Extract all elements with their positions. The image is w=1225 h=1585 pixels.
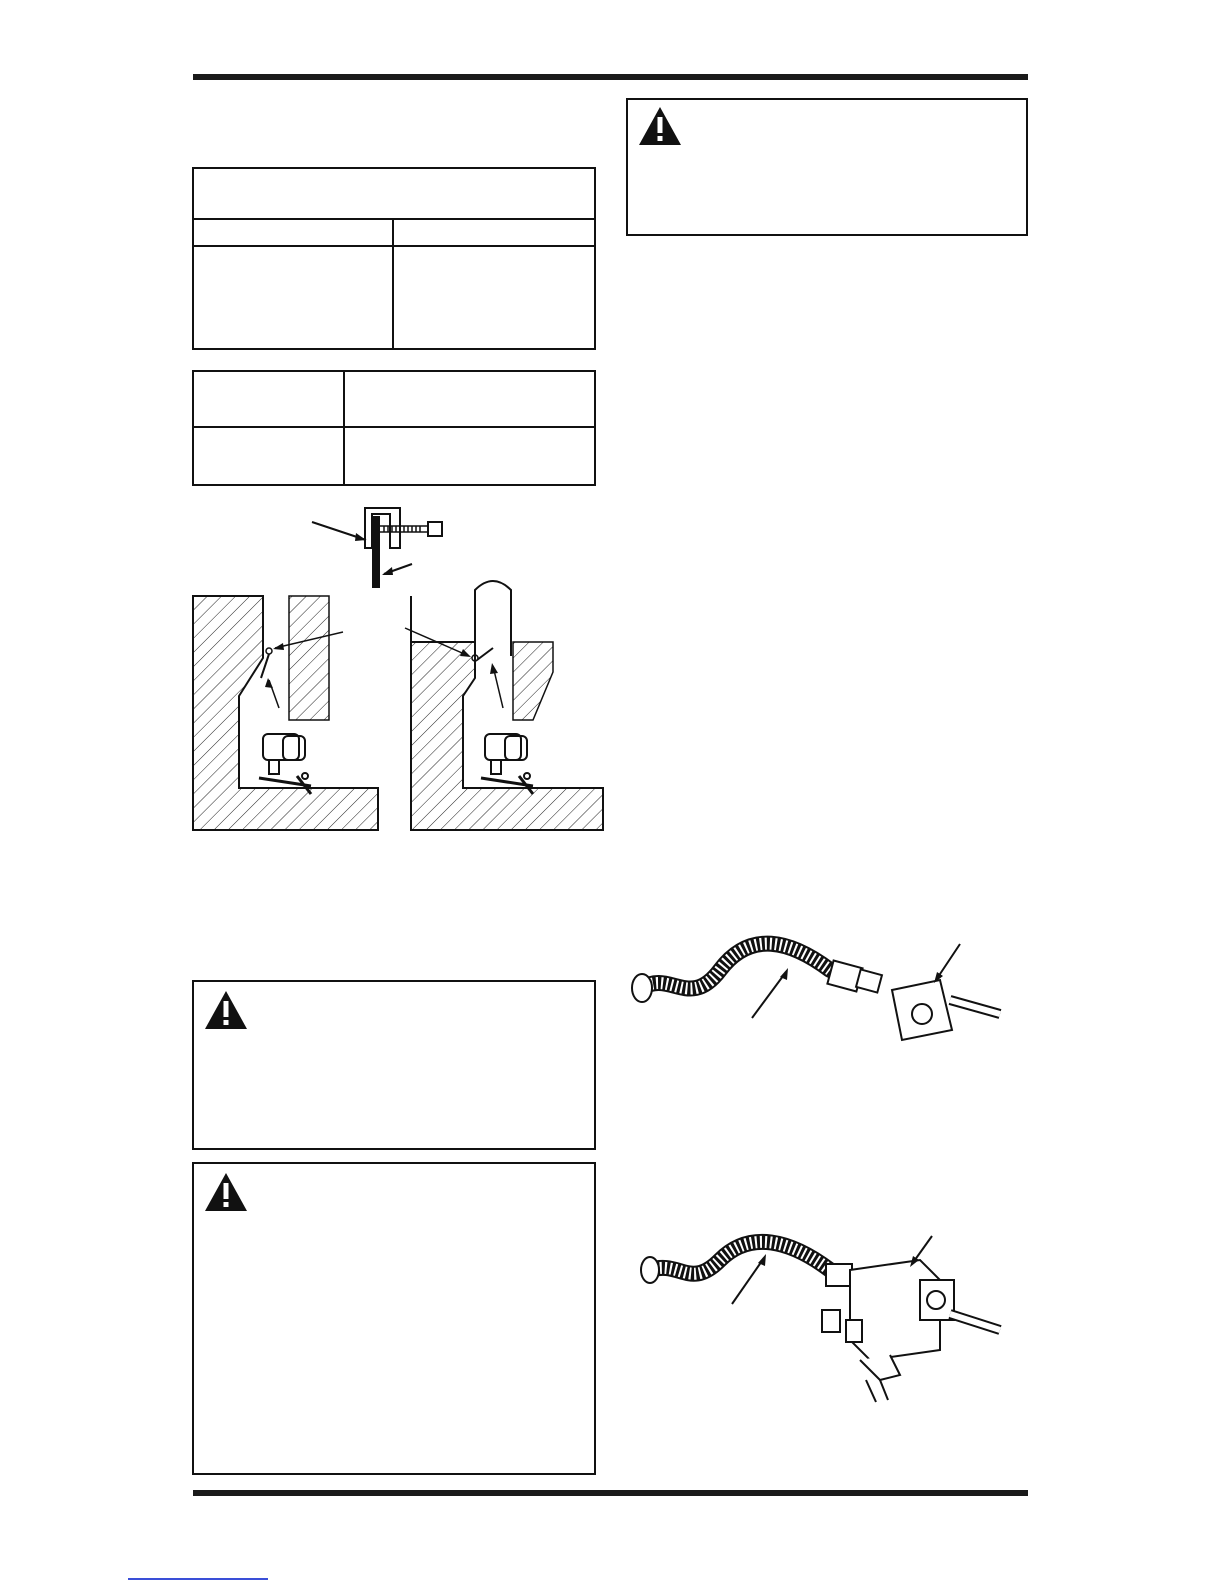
flex-hose-regulator-icon [630,930,1010,1100]
table-1-header-divider [194,218,594,220]
warning-triangle-icon [638,106,682,146]
table-1-column-divider [392,218,394,348]
table-2-column-divider [343,372,345,484]
footer-link-underline[interactable] [128,1578,268,1580]
regulator-icon [892,980,1000,1040]
spec-table-2 [192,370,596,486]
clamp-icon [300,500,480,595]
right-burner-icon [481,734,533,794]
bottom-rule [193,1490,1028,1496]
top-rule [193,74,1028,80]
flex-hose-valve-icon [640,1230,1010,1420]
fireplace-cross-section-icon [193,596,603,830]
spec-table-1 [192,167,596,350]
warning-triangle-icon [204,990,248,1030]
warning-box-left-bottom [192,1162,596,1475]
warning-triangle-icon [204,1172,248,1212]
table-2-row-divider [194,426,594,428]
table-1-subheader-divider [194,245,594,247]
left-burner-icon [259,734,311,794]
warning-box-top-right [626,98,1028,236]
warning-box-left-middle [192,980,596,1150]
